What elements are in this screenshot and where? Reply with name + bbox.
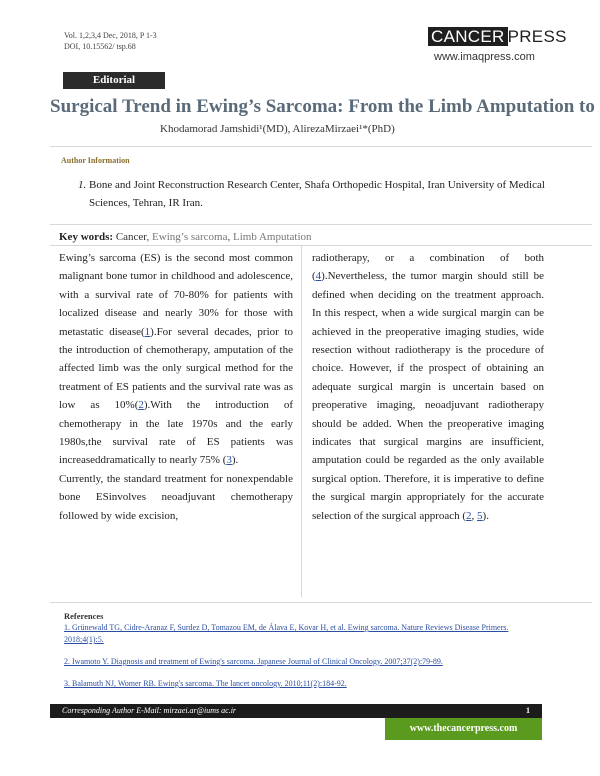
affiliation-text: Bone and Joint Reconstruction Research Center, Shafa Orthopedic Hospital, Iran University of Medical Sciences, Tehran, IR Iran. [89, 179, 545, 209]
author-info-heading: Author Information [61, 156, 130, 165]
body-column-right [312, 249, 544, 525]
references-heading: References [64, 611, 104, 621]
article-type-badge: Editorial [63, 72, 165, 89]
footer-bar [50, 704, 542, 718]
author-list: Khodamorad Jamshidi¹(MD), AlirezaMirzaei¹*(PhD) [160, 123, 395, 135]
journal-meta [64, 30, 157, 52]
volume-line: Vol. 1,2,3,4 Dec, 2018, P 1-3 [64, 31, 157, 40]
keywords-label: Key words: [59, 231, 114, 243]
doi-line: DOI, 10.15562/ tsp.68 [64, 42, 136, 51]
divider [50, 146, 592, 147]
corresponding-email: Corresponding Author E-Mail: mirzaei.ar@iums ac.ir [62, 706, 237, 715]
citation-link[interactable]: 4 [315, 270, 322, 283]
article-title: Surgical Trend in Ewing’s Sarcoma: From the Limb Amputation to [50, 96, 595, 117]
divider [50, 224, 592, 225]
affiliation [78, 176, 578, 212]
body-column-left [59, 249, 293, 525]
citation-link[interactable]: 5 [477, 509, 483, 522]
keyword: Cancer [115, 231, 147, 243]
body-paragraph: radiotherapy, or a combination of both (4).Nevertheless, the tumor margin should still be defined when deciding on the treatment approach. In this respect, when a wide surgical margin can be achieved in the preoperative imaging studies, wide resection without radiotherapy is the procedure of choice. However, if the prospect of obtaining an adequate surgical margin is uncertain based on preoperative imaging, neoadjuvant radiotherapy should be added. When the preoperative imaging indicates that surgical margins are insufficient, amputation could be regarded as the only available surgical option. Therefore, it is imperative to define the surgical margin appropriately for the accurate selection of the surgical approach (2, 5). [312, 252, 544, 522]
logo-box-text: CANCER [428, 27, 508, 46]
divider [50, 602, 592, 603]
reference-item[interactable]: 2. Iwamoto Y. Diagnosis and treatment of Ewing's sarcoma. Japanese Journal of Clinical Oncology. 2007;37(2):79-89. [64, 657, 443, 666]
affiliation-number: 1. [78, 179, 87, 191]
citation-link[interactable]: 2 [138, 399, 144, 412]
page-number: 1 [526, 706, 530, 715]
citation-link[interactable]: 3 [226, 454, 232, 467]
keywords: Key words: Cancer, Ewing’s sarcoma, Limb Amputation [59, 231, 312, 243]
body-paragraph: Currently, the standard treatment for nonexpendable bone ESinvolves neoadjuvant chemotherapy followed by wide excision, [59, 472, 293, 522]
keyword: Limb Amputation [233, 231, 312, 243]
keyword: Ewing’s sarcoma [152, 231, 228, 243]
reference-list [64, 622, 534, 700]
citation-link[interactable]: 2 [466, 509, 472, 522]
citation-link[interactable]: 1 [144, 325, 151, 338]
publisher-website[interactable]: www.imaqpress.com [434, 51, 535, 63]
body-paragraph: Ewing’s sarcoma (ES) is the second most common malignant bone tumor in childhood and adolescence, with a survival rate of 70-80% for patients with localized disease and nearly 30% for those with metastatic disease(1).For several decades, prior to the introduction of chemotherapy, amputation of the affected limb was the only surgical method for the treatment of ES patients and the survival rate was as low as 10%(2).With the introduction of chemotherapy in the late 1970s and the early 1980s,the survival rate of ES patients was increaseddramatically to nearly 75% (3). [59, 252, 293, 467]
column-divider [301, 245, 302, 597]
footer-website-link[interactable]: www.thecancerpress.com [385, 718, 542, 740]
divider [50, 245, 592, 246]
logo-rest-text: PRESS [507, 27, 567, 46]
reference-item[interactable]: 1. Grünewald TG, Cidre-Aranaz F, Surdez D, Tomazou EM, de Álava E, Kovar H, et al. Ewing sarcoma. Nature Reviews Disease Primers. 2018;4(1):5. [64, 623, 509, 644]
reference-item[interactable]: 3. Balamuth NJ, Womer RB. Ewing's sarcoma. The lancet oncology. 2010;11(2):184-92. [64, 679, 347, 688]
publisher-logo [428, 27, 567, 47]
